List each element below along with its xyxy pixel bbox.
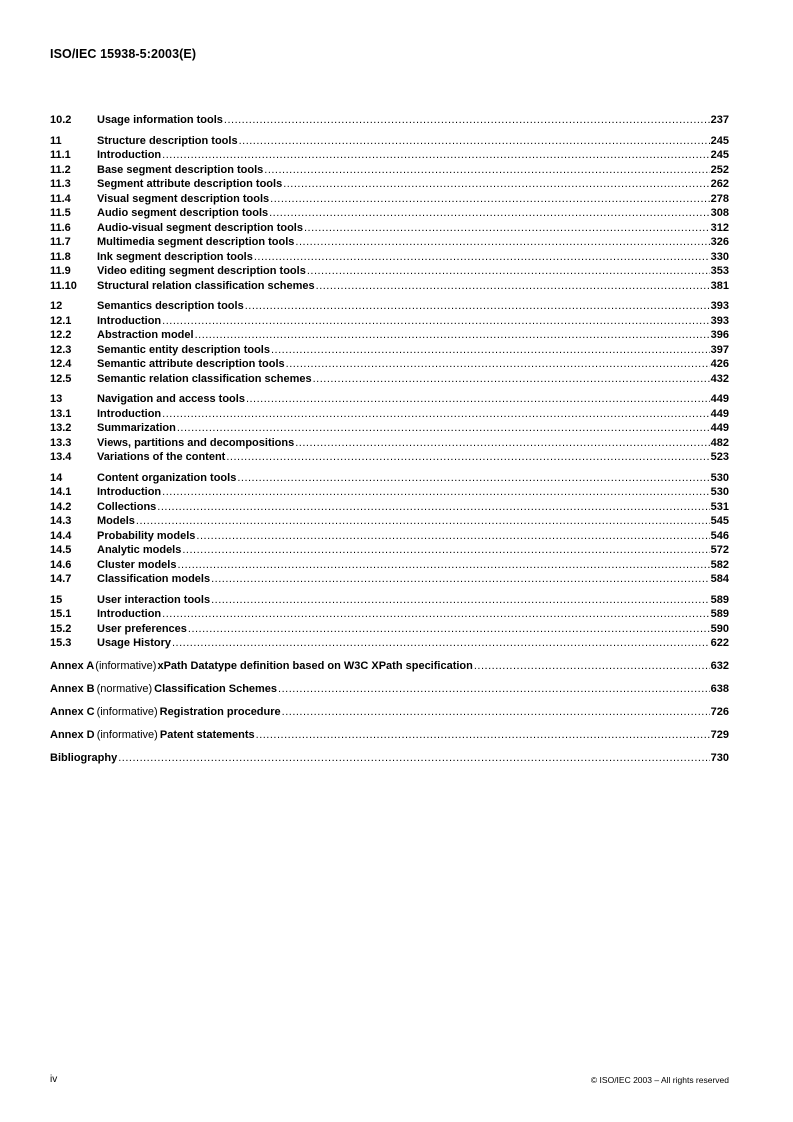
- toc-entry-title: Content organization tools: [97, 471, 237, 484]
- toc-entry-title: Audio-visual segment description tools: [97, 221, 303, 234]
- toc-dot-leader: [313, 372, 710, 387]
- toc-entry-number: 14.2: [50, 500, 72, 513]
- toc-entry-number: 15.3: [50, 637, 72, 649]
- toc-entry-page: 545: [710, 515, 729, 527]
- toc-entry[interactable]: [50, 572, 729, 587]
- toc-entry-title: Introduction: [97, 314, 162, 327]
- toc-dot-leader: [254, 250, 710, 265]
- toc-entry-title: Summarization: [97, 422, 176, 434]
- toc-dot-leader: [118, 747, 709, 770]
- toc-dot-leader: [295, 436, 709, 451]
- toc-entry-page: 449: [710, 393, 729, 405]
- toc-entry-title: Multimedia segment description tools: [97, 236, 295, 248]
- toc-dot-leader: [196, 529, 709, 544]
- toc-entry[interactable]: [50, 357, 729, 372]
- toc-entry-number: 12.2: [50, 329, 72, 341]
- annex-type: (informative): [95, 659, 157, 672]
- annex-type: (informative): [96, 705, 158, 718]
- toc-entry-title: Probability models: [97, 529, 196, 542]
- toc-entry-number: 11: [50, 134, 62, 147]
- toc-entry[interactable]: [50, 421, 729, 436]
- toc-entry-number: 15.2: [50, 622, 72, 635]
- toc-entry-number: 12.3: [50, 343, 72, 356]
- toc-entry[interactable]: [50, 343, 729, 358]
- toc-entry[interactable]: [50, 372, 729, 387]
- toc-entry-number: 11.2: [50, 163, 71, 176]
- toc-entry[interactable]: [50, 593, 729, 608]
- toc-entry[interactable]: [50, 206, 729, 221]
- annex-page: 632: [710, 659, 729, 672]
- copyright-notice: © ISO/IEC 2003 – All rights reserved: [590, 1075, 729, 1085]
- toc-entry-title: Semantics description tools: [97, 300, 244, 312]
- toc-annex-entry[interactable]: [50, 655, 729, 678]
- toc-dot-leader: [162, 607, 709, 622]
- toc-dot-leader: [177, 558, 709, 573]
- toc-entry[interactable]: [50, 636, 729, 651]
- toc-dot-leader: [162, 407, 709, 422]
- toc-entry-page: 482: [710, 436, 729, 449]
- toc-entry-title: Segment attribute description tools: [97, 178, 283, 190]
- toc-dot-leader: [211, 572, 710, 587]
- toc-dot-leader: [188, 622, 710, 637]
- toc-entry-page: 326: [710, 236, 729, 248]
- toc-dot-leader: [224, 113, 710, 128]
- toc-entry-title: Video editing segment description tools: [97, 265, 306, 277]
- toc-entry[interactable]: [50, 279, 729, 294]
- annex-title: xPath Datatype definition based on W3C XPath specification: [157, 659, 473, 672]
- toc-entry-page: 582: [710, 558, 729, 571]
- toc-entry-number: 14.3: [50, 515, 72, 527]
- document-id-header: ISO/IEC 15938-5:2003(E): [50, 47, 197, 61]
- toc-annex-entry[interactable]: [50, 724, 729, 747]
- annex-label: Annex B: [50, 682, 95, 695]
- toc-entry-page: 262: [710, 178, 729, 190]
- toc-dot-leader: [304, 221, 710, 236]
- toc-entry-title: Introduction: [97, 407, 162, 420]
- toc-entry[interactable]: [50, 250, 729, 265]
- annex-label: Annex A: [50, 659, 95, 672]
- toc-entry-number: 11.9: [50, 265, 71, 277]
- annex-label: Annex D: [50, 728, 95, 741]
- toc-entry-number: 14.7: [50, 573, 72, 585]
- toc-entry-page: 449: [710, 407, 729, 420]
- toc-dot-leader: [182, 543, 709, 558]
- toc-entry-title: Semantic entity description tools: [97, 343, 270, 356]
- toc-entry-number: 13.4: [50, 451, 72, 463]
- toc-entry-page: 397: [710, 343, 729, 356]
- toc-dot-leader: [195, 328, 710, 343]
- toc-entry[interactable]: [50, 299, 729, 314]
- toc-entry-title: Structure description tools: [97, 134, 238, 147]
- annex-page: 638: [710, 682, 729, 695]
- toc-dot-leader: [271, 343, 710, 358]
- toc-dot-leader: [172, 636, 710, 651]
- toc-dot-leader: [177, 421, 710, 436]
- toc-entry-page: 546: [710, 529, 729, 542]
- toc-entry-page: 590: [710, 622, 729, 635]
- annex-label: Annex C: [50, 705, 95, 718]
- toc-entry[interactable]: [50, 436, 729, 451]
- toc-annex-entry[interactable]: [50, 678, 729, 701]
- toc-dot-leader: [283, 177, 709, 192]
- toc-entry-number: 11.7: [50, 236, 71, 248]
- toc-entry-number: 13.1: [50, 407, 72, 420]
- toc-entry[interactable]: [50, 221, 729, 236]
- annex-type: (informative): [96, 728, 158, 741]
- toc-dot-leader: [264, 163, 709, 178]
- toc-entry-number: 12.4: [50, 358, 72, 370]
- toc-entry-title: Views, partitions and decompositions: [97, 436, 295, 449]
- toc-entry-number: 14.4: [50, 529, 72, 542]
- toc-dot-leader: [162, 148, 709, 163]
- toc-entry[interactable]: [50, 450, 729, 465]
- toc-dot-leader: [211, 593, 710, 608]
- toc-entry-title: Ink segment description tools: [97, 250, 253, 263]
- toc-dot-leader: [157, 500, 709, 515]
- toc-entry[interactable]: [50, 407, 729, 422]
- toc-entry-page: 426: [710, 358, 729, 370]
- toc-entry-title: Classification models: [97, 573, 211, 585]
- toc-entry-number: 11.3: [50, 178, 71, 190]
- toc-entry-number: 14.6: [50, 558, 72, 571]
- toc-entry-number: 13.2: [50, 422, 72, 434]
- toc-annex-entry[interactable]: [50, 701, 729, 724]
- toc-entry-number: 13.3: [50, 436, 72, 449]
- toc-dot-leader: [282, 701, 710, 724]
- toc-entry-number: 11.4: [50, 192, 71, 205]
- toc-entry-number: 13: [50, 393, 63, 405]
- toc-dot-leader: [269, 206, 710, 221]
- toc-entry[interactable]: [50, 192, 729, 207]
- toc-entry-page: 393: [710, 314, 729, 327]
- toc-entry-title: Collections: [97, 500, 157, 513]
- toc-entry-title: Introduction: [97, 486, 162, 498]
- toc-entry[interactable]: [50, 543, 729, 558]
- annex-page: 726: [710, 705, 729, 718]
- bibliography-title: Bibliography: [50, 751, 118, 764]
- toc-entry-title: Base segment description tools: [97, 163, 264, 176]
- toc-entry[interactable]: [50, 163, 729, 178]
- toc-entry-number: 11.1: [50, 149, 71, 161]
- toc-entry-number: 14.5: [50, 544, 72, 556]
- toc-entry[interactable]: [50, 471, 729, 486]
- toc-entry[interactable]: [50, 328, 729, 343]
- toc-dot-leader: [239, 134, 710, 149]
- toc-entry[interactable]: [50, 392, 729, 407]
- toc-entry-number: 11.10: [50, 279, 77, 292]
- toc-entry-page: 393: [710, 300, 729, 312]
- toc-entry-title: Models: [97, 515, 135, 527]
- toc-entry-page: 278: [710, 192, 729, 205]
- toc-dot-leader: [316, 279, 710, 294]
- toc-entry-number: 15: [50, 593, 63, 606]
- toc-entry-number: 11.5: [50, 207, 71, 219]
- toc-entry-page: 396: [710, 329, 729, 341]
- toc-entry-number: 11.6: [50, 221, 71, 234]
- annex-title: Registration procedure: [159, 705, 281, 718]
- toc-dot-leader: [256, 724, 710, 747]
- toc-entry-page: 584: [710, 573, 729, 585]
- toc-bibliography-entry[interactable]: [50, 747, 729, 770]
- toc-entry[interactable]: [50, 264, 729, 279]
- toc-dot-leader: [286, 357, 710, 372]
- toc-entry[interactable]: [50, 500, 729, 515]
- toc-dot-leader: [278, 678, 710, 701]
- toc-entry-number: 15.1: [50, 608, 72, 620]
- toc-entry-page: 589: [710, 608, 729, 620]
- toc-entry-title: Analytic models: [97, 544, 182, 556]
- annex-title: Classification Schemes: [154, 682, 278, 695]
- toc-entry-title: Introduction: [97, 149, 162, 161]
- annex-type: (normative): [96, 682, 153, 695]
- toc-dot-leader: [162, 314, 709, 329]
- toc-entry-number: 14.1: [50, 486, 72, 498]
- toc-entry-page: 432: [710, 372, 729, 385]
- bibliography-page: 730: [710, 751, 729, 764]
- toc-entry-page: 237: [710, 114, 729, 126]
- toc-entry[interactable]: [50, 148, 729, 163]
- toc-entry-number: 10.2: [50, 114, 72, 126]
- toc-entry[interactable]: [50, 485, 729, 500]
- toc-entry-page: 530: [710, 471, 729, 484]
- toc-entry-page: 523: [710, 451, 729, 463]
- toc-entry[interactable]: [50, 622, 729, 637]
- toc-dot-leader: [270, 192, 709, 207]
- toc-dot-leader: [237, 471, 709, 486]
- toc-entry-page: 449: [710, 422, 729, 434]
- toc-entry-title: User preferences: [97, 622, 187, 635]
- toc-dot-leader: [226, 450, 709, 465]
- toc-entry[interactable]: [50, 235, 729, 250]
- toc-entry-number: 11.8: [50, 250, 71, 263]
- toc-entry-page: 622: [710, 637, 729, 649]
- toc-entry[interactable]: [50, 558, 729, 573]
- toc-entry-page: 589: [710, 593, 729, 606]
- toc-dot-leader: [307, 264, 710, 279]
- toc-entry-title: Variations of the content: [97, 451, 226, 463]
- toc-entry-page: 312: [710, 221, 729, 234]
- toc-entry-title: Visual segment description tools: [97, 192, 270, 205]
- toc-entry-page: 381: [710, 279, 729, 292]
- toc-entry-title: Introduction: [97, 608, 162, 620]
- toc-entry-number: 12.5: [50, 372, 72, 385]
- annex-title: Patent statements: [159, 728, 255, 741]
- toc-entry-title: Navigation and access tools: [97, 393, 245, 405]
- toc-entry-title: Audio segment description tools: [97, 207, 269, 219]
- annex-page: 729: [710, 728, 729, 741]
- toc-entry-page: 531: [710, 500, 729, 513]
- toc-entry-page: 252: [710, 163, 729, 176]
- toc-entry-number: 12.1: [50, 314, 72, 327]
- toc-entry-number: 14: [50, 471, 63, 484]
- toc-entry[interactable]: [50, 177, 729, 192]
- toc-entry-page: 245: [710, 134, 729, 147]
- page-number: iv: [50, 1074, 58, 1085]
- toc-entry[interactable]: [50, 134, 729, 149]
- toc-dot-leader: [162, 485, 709, 500]
- toc-entry[interactable]: [50, 113, 729, 128]
- toc-entry-title: User interaction tools: [97, 593, 211, 606]
- toc-entry-title: Usage History: [97, 637, 171, 649]
- toc-entry[interactable]: [50, 529, 729, 544]
- toc-entry-page: 572: [710, 544, 729, 556]
- toc-entry-title: Abstraction model: [97, 329, 194, 341]
- toc-entry-title: Cluster models: [97, 558, 177, 571]
- toc-entry[interactable]: [50, 514, 729, 529]
- toc-entry-title: Usage information tools: [97, 114, 223, 126]
- toc-entry-number: 12: [50, 300, 63, 312]
- table-of-contents: [50, 113, 729, 770]
- toc-entry-title: Structural relation classification schemes: [97, 279, 315, 292]
- toc-entry-page: 308: [710, 207, 729, 219]
- toc-dot-leader: [246, 392, 710, 407]
- toc-dot-leader: [474, 655, 710, 678]
- toc-entry[interactable]: [50, 607, 729, 622]
- toc-entry-page: 353: [710, 265, 729, 277]
- toc-entry-title: Semantic relation classification schemes: [97, 372, 312, 385]
- toc-dot-leader: [136, 514, 710, 529]
- toc-entry-page: 530: [710, 486, 729, 498]
- toc-entry-page: 245: [710, 149, 729, 161]
- toc-entry-page: 330: [710, 250, 729, 263]
- toc-entry-title: Semantic attribute description tools: [97, 358, 285, 370]
- toc-dot-leader: [245, 299, 710, 314]
- toc-dot-leader: [295, 235, 709, 250]
- toc-entry[interactable]: [50, 314, 729, 329]
